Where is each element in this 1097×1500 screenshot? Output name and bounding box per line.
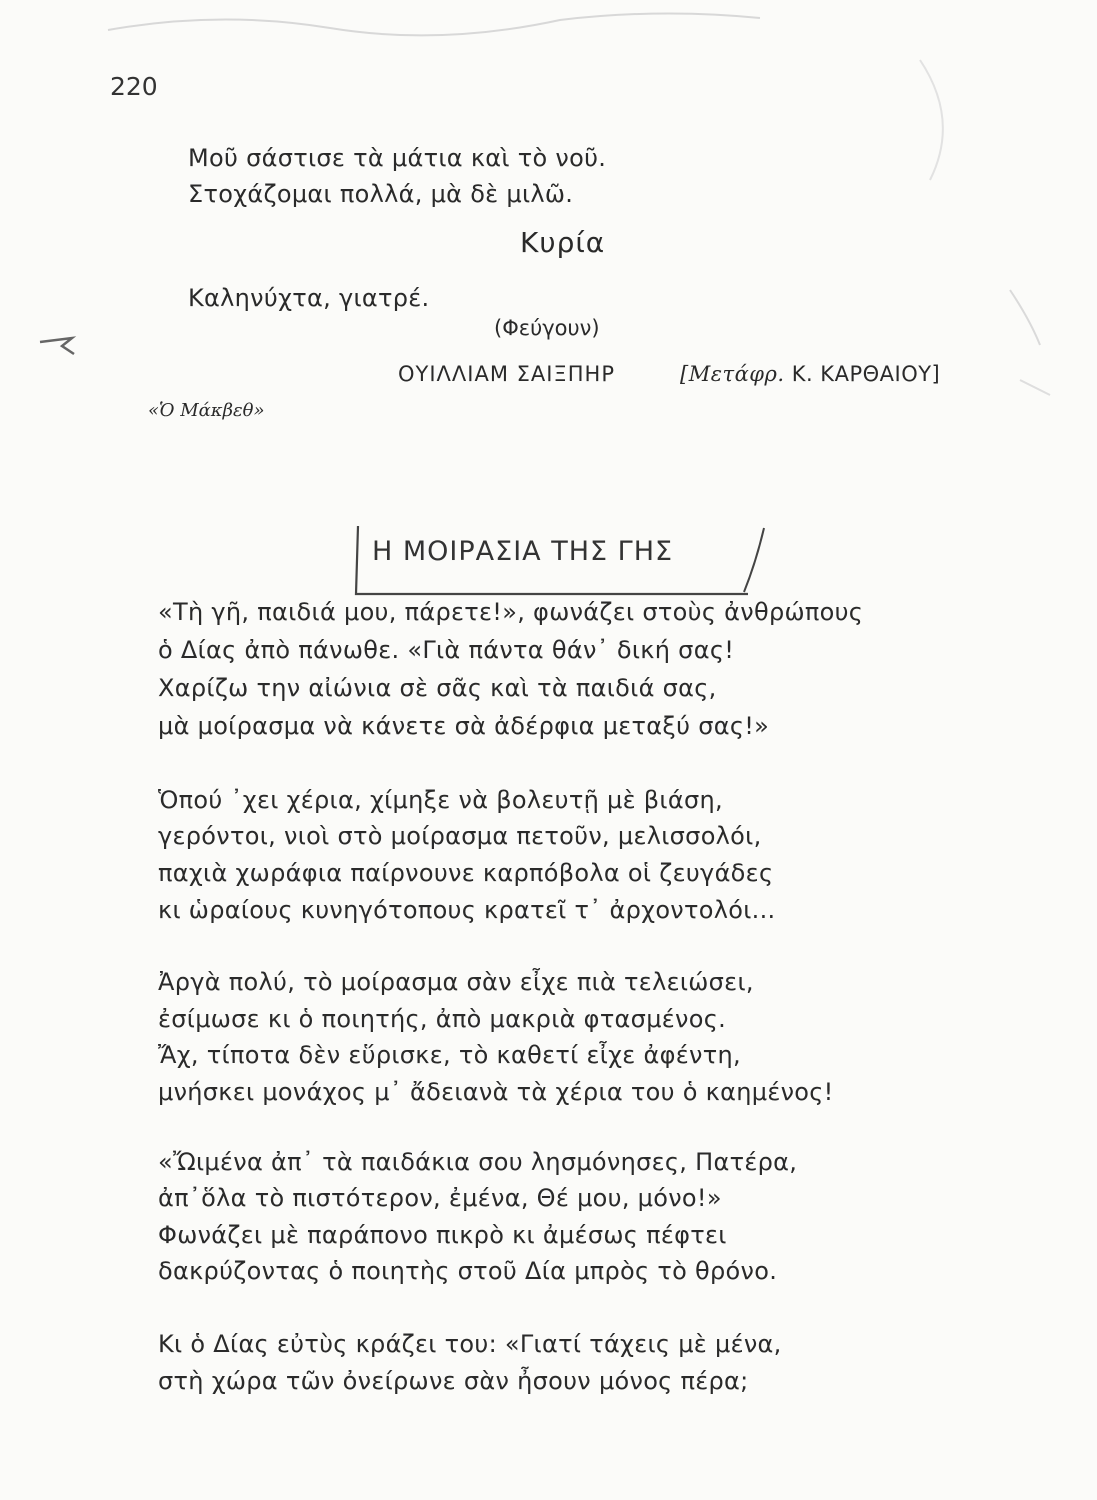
speaker-line: Καληνύχτα, γιατρέ.	[188, 284, 430, 312]
verse-line: Χαρίζω την αἰώνια σὲ σᾶς καὶ τὰ παιδιά σας,	[158, 674, 717, 702]
verse-line: Ὁπού ᾽χει χέρια, χίμηξε νὰ βολευτῇ μὲ βιάση,	[158, 786, 723, 814]
verse-line: Ἀργὰ πολύ, τὸ μοίρασμα σὰν εἶχε πιὰ τελειώσει,	[158, 968, 754, 996]
translator-credit	[680, 362, 940, 386]
verse-line: δακρύζοντας ὁ ποιητὴς στοῦ Δία μπρὸς τὸ θρόνο.	[158, 1257, 778, 1285]
page-number: 220	[110, 72, 158, 101]
verse-line: γερόντοι, νιοὶ στὸ μοίρασμα πετοῦν, μελισσολόι,	[158, 822, 762, 850]
pen-mark-icon	[38, 332, 78, 362]
poem-title: Η ΜΟΙΡΑΣΙΑ ΤΗΣ ΓΗΣ	[372, 536, 674, 567]
verse-line: Μοῦ σάστισε τὰ μάτια καὶ τὸ νοῦ.	[188, 144, 607, 172]
stage-direction: (Φεύγουν)	[494, 316, 600, 340]
translator-name: Κ. ΚΑΡΘΑΙΟΥ]	[791, 362, 941, 386]
verse-line: στὴ χώρα τῶν ὀνείρωνε σὰν ἦσουν μόνος πέρα;	[158, 1367, 749, 1395]
verse-line: ἐσίμωσε κι ὁ ποιητής, ἀπὸ μακριὰ φτασμένος.	[158, 1005, 727, 1033]
source-title: «Ὁ Μάκβεθ»	[148, 400, 265, 421]
translator-prefix: [Μετάφρ.	[680, 362, 785, 386]
verse-line: ἀπ᾽ὅλα τὸ πιστότερον, ἐμένα, Θέ μου, μόνο!»	[158, 1184, 722, 1212]
verse-line: μνήσκει μονάχος μ᾽ ἄδειανὰ τὰ χέρια του ὁ καημένος!	[158, 1078, 834, 1106]
verse-line: Φωνάζει μὲ παράπονο πικρὸ κι ἀμέσως πέφτει	[158, 1221, 727, 1249]
verse-line: «Τὴ γῆ, παιδιά μου, πάρετε!», φωνάζει στοὺς ἀνθρώπους	[158, 598, 864, 626]
verse-line: παχιὰ χωράφια παίρνουνε καρπόβολα οἱ ζευγάδες	[158, 859, 774, 887]
verse-line: «Ὤιμένα ἀπ᾽ τὰ παιδάκια σου λησμόνησες, Πατέρα,	[158, 1148, 798, 1176]
speaker-name: Κυρία	[520, 226, 606, 259]
verse-line: Κι ὁ Δίας εὐτὺς κράζει του: «Γιατί τάχεις μὲ μένα,	[158, 1330, 782, 1358]
verse-line: ὁ Δίας ἀπὸ πάνωθε. «Γιὰ πάντα θάν᾽ δική σας!	[158, 636, 735, 664]
verse-line: Ἄχ, τίποτα δὲν εὕρισκε, τὸ καθετί εἶχε ἀφέντη,	[158, 1041, 741, 1069]
verse-line: Στοχάζομαι πολλά, μὰ δὲ μιλῶ.	[188, 180, 574, 208]
author-credit: ΟΥΙΛΛΙΑΜ ΣΑΙΞΠΗΡ	[398, 362, 615, 386]
verse-line: κι ὡραίους κυνηγότοπους κρατεῖ τ᾽ ἀρχοντολόι...	[158, 896, 776, 924]
verse-line: μὰ μοίρασμα νὰ κάνετε σὰ ἀδέρφια μεταξύ σας!»	[158, 712, 770, 740]
